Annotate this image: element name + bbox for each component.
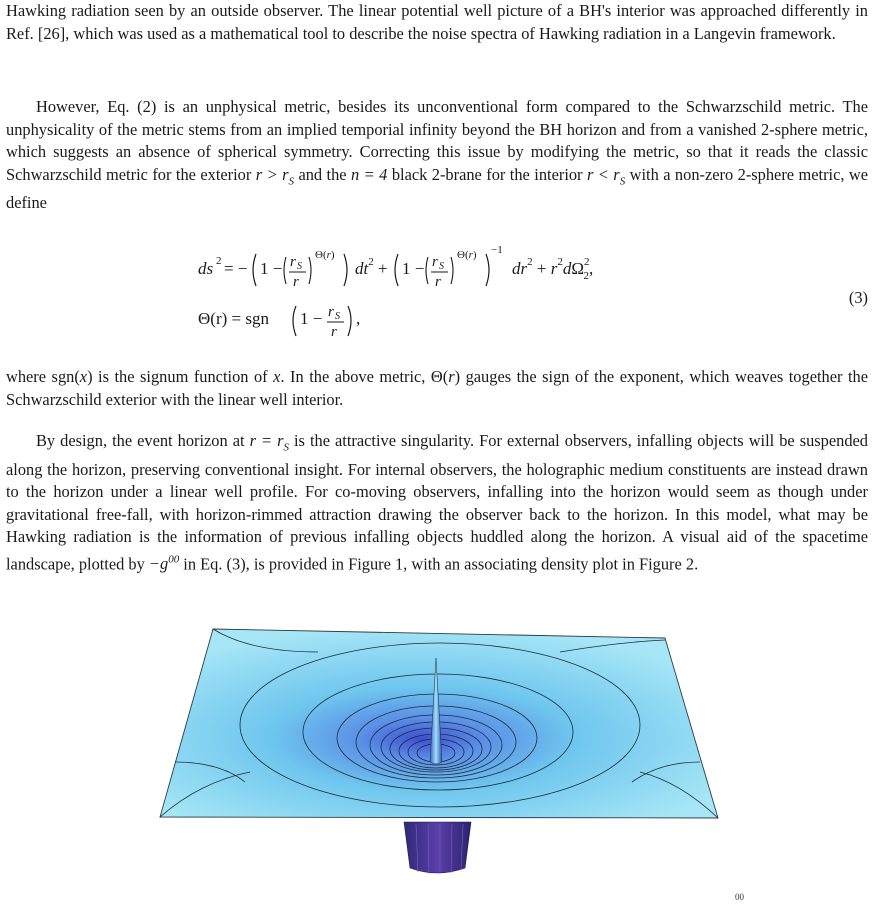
svg-text:1 −: 1 −	[300, 309, 323, 328]
svg-text:S: S	[297, 261, 302, 272]
svg-text:Θ(r): Θ(r)	[457, 249, 477, 261]
svg-text:S: S	[335, 311, 340, 322]
svg-text:= −: = −	[224, 259, 248, 278]
math-r-gt-rs: $r > r_S$	[255, 164, 294, 187]
eq-theta-lhs: Θ(r) = sgn	[198, 309, 269, 328]
paragraph-intro: Hawking radiation seen by an outside observer. The linear potential well picture of a BH's interior was approached differently in Ref. [26], which was used as a mathematical tool to describe the noise spectra of Hawking radiation in a Langevin framework.	[6, 1, 868, 43]
svg-text:dt2 +: $dt^2$ +	[355, 256, 388, 278]
surface-plot-graphic	[0, 612, 880, 906]
p2-text-a: However, Eq. (2) is an unphysical metric, besides its unconventional form compared to the Schwarzschild metric. The unphysicality of the metric stems from an implied temporial infinity beyond the BH horizon and from a vanished 2-sphere metric, which suggests an absence of spherical symmetry. Correcting this issue by modifying the metric, so that it reads the classic Schwarzschild metric for the exterior	[6, 97, 868, 184]
paragraph-signum: where sgn(x) is the signum function of x. In the above metric, Θ(r) gauges the sign of the exponent, which weaves together the Schwarzschild exterior with the linear well interior.	[6, 367, 868, 409]
svg-text:r: r	[435, 274, 441, 290]
svg-text:r: r	[290, 254, 296, 270]
math-n-eq-4: n = 4	[351, 164, 388, 184]
paragraph-unphysical-metric	[6, 96, 868, 215]
paragraph-event-horizon: By design, the event horizon at $r = r_S$ is the attractive singularity. For external observers, infalling objects will be suspended along the horizon, preserving conventional insight. For internal observers, the holographic medium constituents are instead drawn to the horizon under a linear well profile. For co-moving observers, infalling into the horizon would seem as though under gravitational free-fall, with horizon-rimmed attraction drawing the observer back to the horizon. In this model, what may be Hawking radiation is the information of previous infalling objects huddled along the horizon. A visual aid of the spacetime landscape, plotted by $-g^{00}$ in Eq. (3), is provided in Figure 1, with an associating density plot in Figure 2.	[6, 431, 868, 574]
svg-text:dr2 + r2dΩ22,: $dr^2 + r^2d\Omega^2$ 2,	[512, 256, 594, 282]
eq-lhs-ds: ds	[198, 259, 214, 278]
figure-1-spacetime-surface	[0, 612, 880, 906]
svg-text:S: S	[439, 261, 444, 272]
equation-number: (3)	[848, 288, 868, 307]
svg-text:r: r	[331, 324, 337, 340]
svg-text:2: 2	[216, 255, 222, 267]
figure-caption-fragment: 00	[735, 892, 744, 902]
svg-text:1 −: 1 −	[402, 259, 425, 278]
svg-text:r: r	[293, 274, 299, 290]
svg-text:1 −: 1 −	[260, 259, 283, 278]
equation-graphic	[6, 244, 868, 344]
svg-text:r: r	[432, 254, 438, 270]
svg-text:−1: −1	[491, 244, 503, 256]
math-r-lt-rs: $r < r_S$	[586, 164, 626, 187]
p2-text-b: and the	[294, 164, 352, 184]
equation-3	[6, 244, 868, 344]
svg-text:Θ(r): Θ(r)	[315, 249, 335, 261]
p2-text-c: black 2-brane for the interior	[387, 164, 587, 184]
p2-text-d: with a non-zero 2-sphere metric, we define	[6, 164, 869, 213]
svg-text:r: r	[328, 304, 334, 320]
svg-text:,: ,	[356, 309, 361, 328]
